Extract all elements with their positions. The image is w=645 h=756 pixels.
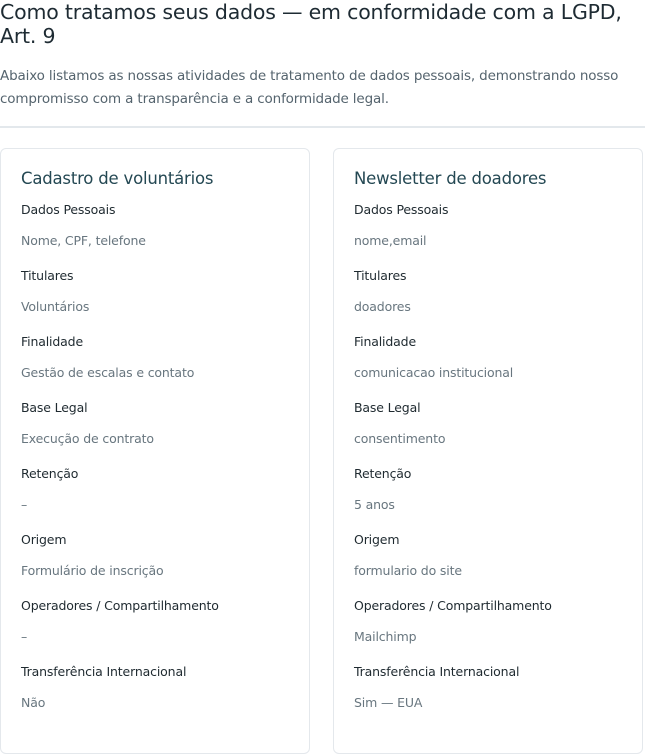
- field-value-data-subjects: doadores: [354, 299, 411, 314]
- intro-text: Abaixo listamos as nossas atividades de tratamento de dados pessoais, demonstrando nosso compromisso com a transparência e a conformidade legal.: [0, 68, 619, 107]
- field-list: [354, 202, 642, 711]
- field-value-purpose: Gestão de escalas e contato: [21, 365, 195, 380]
- activity-card-volunteers: [0, 148, 310, 754]
- field-label-data-subjects: Titulares: [21, 268, 74, 283]
- field-value-processors: Mailchimp: [354, 629, 417, 644]
- field-value-purpose: comunicacao institucional: [354, 365, 514, 380]
- field-value-retention: –: [21, 497, 28, 512]
- card-title: Cadastro de voluntários: [21, 169, 214, 188]
- activity-card-newsletter: [333, 148, 643, 754]
- field-label-legal-basis: Base Legal: [354, 400, 421, 415]
- field-label-processors: Operadores / Compartilhamento: [21, 598, 219, 613]
- field-value-processors: –: [21, 629, 28, 644]
- field-label-processors: Operadores / Compartilhamento: [354, 598, 552, 613]
- field-value-international-transfer: Sim — EUA: [354, 695, 423, 710]
- field-label-retention: Retenção: [354, 466, 412, 481]
- field-value-retention: 5 anos: [354, 497, 395, 512]
- page-title: Como tratamos seus dados — em conformidade com a LGPD, Art. 9: [0, 0, 622, 48]
- field-value-data-subjects: Voluntários: [21, 299, 90, 314]
- field-label-origin: Origem: [354, 532, 400, 547]
- field-value-personal-data: Nome, CPF, telefone: [21, 233, 146, 248]
- field-list: [21, 202, 309, 711]
- field-label-purpose: Finalidade: [21, 334, 84, 349]
- field-value-international-transfer: Não: [21, 695, 46, 710]
- field-label-personal-data: Dados Pessoais: [354, 202, 449, 217]
- field-label-international-transfer: Transferência Internacional: [21, 664, 187, 679]
- field-value-legal-basis: Execução de contrato: [21, 431, 154, 446]
- field-value-origin: Formulário de inscrição: [21, 563, 164, 578]
- section-divider: [0, 126, 645, 128]
- field-label-legal-basis: Base Legal: [21, 400, 88, 415]
- card-title: Newsletter de doadores: [354, 169, 547, 188]
- field-value-origin: formulario do site: [354, 563, 462, 578]
- field-value-personal-data: nome,email: [354, 233, 427, 248]
- field-label-retention: Retenção: [21, 466, 79, 481]
- field-label-data-subjects: Titulares: [354, 268, 407, 283]
- field-label-purpose: Finalidade: [354, 334, 417, 349]
- field-label-origin: Origem: [21, 532, 67, 547]
- field-value-legal-basis: consentimento: [354, 431, 446, 446]
- activity-cards: [0, 148, 645, 756]
- field-label-international-transfer: Transferência Internacional: [354, 664, 520, 679]
- field-label-personal-data: Dados Pessoais: [21, 202, 116, 217]
